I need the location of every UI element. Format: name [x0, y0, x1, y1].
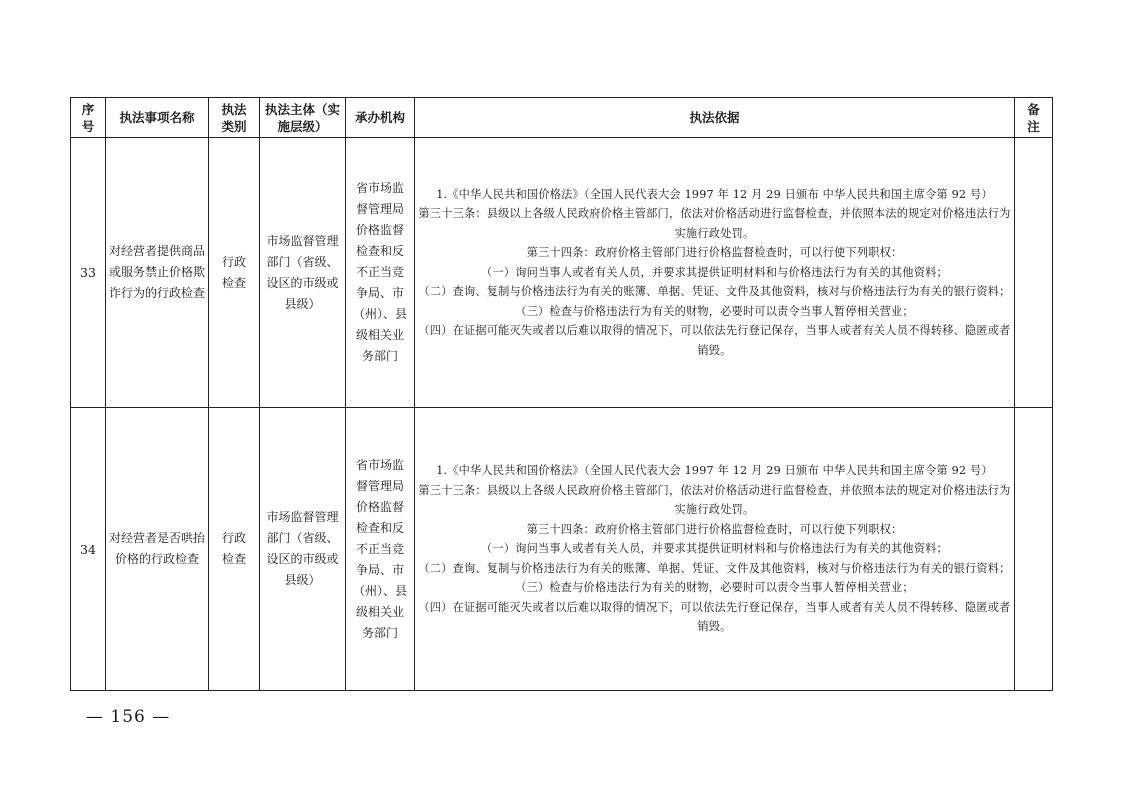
header-seq: 序号 — [71, 98, 106, 138]
basis-line: （四）在证据可能灭失或者以后难以取得的情况下，可以依法先行登记保存，当事人或者有关人员不得转移、隐匿或者销毁。 — [418, 324, 1011, 357]
row-name: 对经营者是否哄抬价格的行政检查 — [106, 408, 209, 691]
table-row — [71, 138, 1053, 408]
header-org: 承办机构 — [346, 98, 415, 138]
row-note — [1015, 408, 1053, 691]
row-basis — [415, 138, 1015, 408]
row-seq: 33 — [71, 138, 106, 408]
basis-line: 第三十四条：政府价格主管部门进行价格监督检查时，可以行使下列职权： — [526, 522, 903, 536]
basis-line: 1.《中华人民共和国价格法》（全国人民代表大会 1997 年 12 月 29 日颁布 中华人民共和国主席令第 92 号） — [436, 464, 993, 478]
header-note: 备注 — [1015, 98, 1053, 138]
basis-line: 第三十四条：政府价格主管部门进行价格监督检查时，可以行使下列职权： — [526, 246, 903, 260]
page-number: — 156 — — [86, 707, 171, 727]
row-basis — [415, 408, 1015, 691]
header-type: 执法类别 — [209, 98, 260, 138]
row-subject: 市场监督管理部门（省级、设区的市级或县级） — [260, 408, 346, 691]
basis-line: （二）查询、复制与价格违法行为有关的账簿、单据、凭证、文件及其他资料，核对与价格违法行为有关的银行资料； — [418, 285, 1011, 299]
basis-line: 第三十三条：县级以上各级人民政府价格主管部门，依法对价格活动进行监督检查，并依照本法的规定对价格违法行为实施行政处罚。 — [418, 207, 1011, 240]
basis-line: （一）询问当事人或者有关人员，并要求其提供证明材料和与价格违法行为有关的其他资料； — [481, 542, 948, 556]
basis-line: （一）询问当事人或者有关人员，并要求其提供证明材料和与价格违法行为有关的其他资料； — [481, 265, 948, 279]
basis-line: （四）在证据可能灭失或者以后难以取得的情况下，可以依法先行登记保存，当事人或者有关人员不得转移、隐匿或者销毁。 — [418, 600, 1011, 634]
row-org: 省市场监督管理局价格监督检查和反不正当竞争局、市（州）、县级相关业务部门 — [346, 138, 415, 408]
table-row — [71, 408, 1053, 691]
header-basis: 执法依据 — [415, 98, 1015, 138]
row-note — [1015, 138, 1053, 408]
header-row — [71, 98, 1053, 138]
basis-line: （二）查询、复制与价格违法行为有关的账簿、单据、凭证、文件及其他资料，核对与价格违法行为有关的银行资料； — [418, 561, 1011, 575]
header-subject: 执法主体（实施层级） — [260, 98, 346, 138]
basis-line: （三）检查与价格违法行为有关的财物，必要时可以责令当事人暂停相关营业； — [515, 581, 914, 595]
row-seq: 34 — [71, 408, 106, 691]
enforcement-table — [70, 97, 1053, 691]
basis-line: 第三十三条：县级以上各级人民政府价格主管部门，依法对价格活动进行监督检查，并依照本法的规定对价格违法行为实施行政处罚。 — [418, 483, 1011, 517]
row-type: 行政检查 — [209, 138, 260, 408]
row-type: 行政检查 — [209, 408, 260, 691]
header-name: 执法事项名称 — [106, 98, 209, 138]
row-org: 省市场监督管理局价格监督检查和反不正当竞争局、市（州）、县级相关业务部门 — [346, 408, 415, 691]
basis-line: （三）检查与价格违法行为有关的财物，必要时可以责令当事人暂停相关营业； — [515, 304, 914, 318]
row-name: 对经营者提供商品或服务禁止价格欺诈行为的行政检查 — [106, 138, 209, 408]
row-subject: 市场监督管理部门（省级、设区的市级或县级） — [260, 138, 346, 408]
basis-line: 1.《中华人民共和国价格法》（全国人民代表大会 1997 年 12 月 29 日颁布 中华人民共和国主席令第 92 号） — [436, 187, 993, 201]
